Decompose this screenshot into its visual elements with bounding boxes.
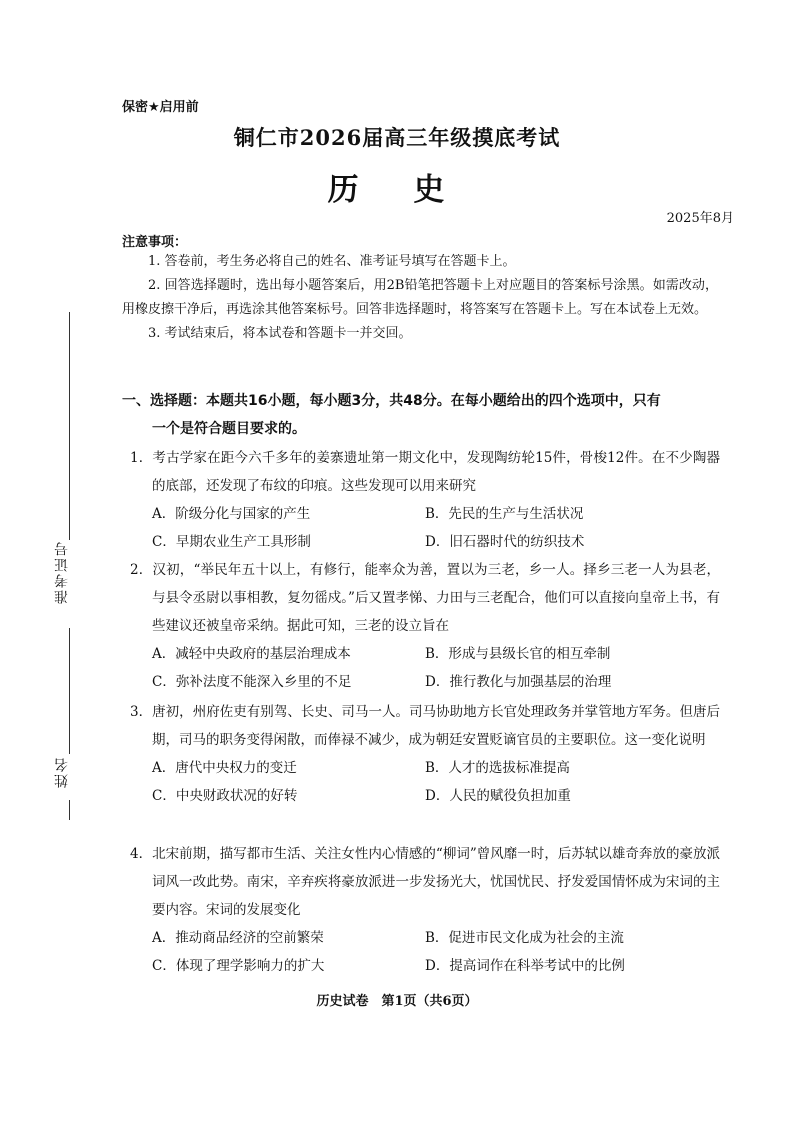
notice-heading: 注意事项：: [122, 235, 188, 250]
option-a: A．减轻中央政府的基层治理成本: [152, 646, 351, 662]
option-a: A．推动商品经济的空前繁荣: [152, 930, 324, 946]
question-2: [130, 556, 720, 696]
section-heading-line1: 一、选择题：本题共16小题，每小题3分，共48分。在每小题给出的四个选项中，只有: [122, 393, 661, 409]
option-a: A．阶级分化与国家的产生: [152, 506, 311, 522]
option-d: D．人民的赋役负担加重: [425, 788, 571, 804]
exam-title: 铜仁市2026届高三年级摸底考试: [233, 125, 561, 150]
option-c: C．中央财政状况的好转: [152, 788, 298, 804]
name-field-line: [69, 800, 70, 820]
option-b: B．促进市民文化成为社会的主流: [425, 930, 624, 946]
confidential-mark: 保密★启用前: [122, 100, 199, 115]
exam-id-label: 准考证号: [54, 540, 70, 604]
subject-title: 历 史: [327, 172, 467, 208]
section-heading-line2: 一个是符合题目要求的。: [152, 421, 306, 437]
question-stem: 4．北宋前期，描写都市生活、关注女性内心情感的“柳词”曾风靡一时，后苏轼以雄奇奔放的豪放派词风一改此势。南宋，辛弃疾将豪放派进一步发扬光大，忧国忧民、抒发爱国情怀成为宋词的主要内容。宋词的发展变化: [130, 846, 720, 918]
option-d: D．提高词作在科举考试中的比例: [425, 958, 625, 974]
notice-list: [122, 250, 718, 346]
question-stem: 2．汉初，“举民年五十以上，有修行，能率众为善，置以为三老，乡一人。择乡三老一人为县老，与县令丞尉以事相教，复勿徭戍。”后又置孝悌、力田与三老配合，他们可以直接向皇帝上书，有些建议还被皇帝采纳。据此可知，三老的设立旨在: [130, 562, 720, 634]
option-d: D．推行教化与加强基层的治理: [425, 674, 612, 690]
option-c: C．体现了理学影响力的扩大: [152, 958, 325, 974]
name-label: 姓名: [54, 756, 70, 788]
question-3: [130, 698, 720, 810]
exam-date: 2025年8月: [666, 211, 734, 226]
option-d: D．旧石器时代的纺织技术: [425, 534, 585, 550]
option-c: C．弥补法度不能深入乡里的不足: [152, 674, 352, 690]
option-b: B．先民的生产与生活状况: [425, 506, 584, 522]
option-b: B．人才的选拔标准提高: [425, 760, 570, 776]
notice-item: 1. 答卷前，考生务必将自己的姓名、准考证号填写在答题卡上。: [148, 254, 516, 269]
notice-item: 2. 回答选择题时，选出每小题答案后，用2B铅笔把答题卡上对应题目的答案标号涂黑。如需改动，用橡皮擦干净后，再选涂其他答案标号。回答非选择题时，将答案写在答题卡上。写在本试卷上无效。: [122, 278, 718, 317]
question-stem: 3．唐初，州府佐吏有别驾、长史、司马一人。司马协助地方长官处理政务并掌管地方军务。但唐后期，司马的职务变得闲散，而俸禄不减少，成为朝廷安置贬谪官员的主要职位。这一变化说明: [130, 704, 720, 748]
exam-id-field-line: [69, 628, 70, 754]
section-heading: [122, 387, 722, 443]
binding-line: [69, 312, 70, 540]
option-b: B．形成与县级长官的相互牵制: [425, 646, 611, 662]
option-c: C．早期农业生产工具形制: [152, 534, 311, 550]
notice-item: 3. 考试结束后，将本试卷和答题卡一并交回。: [148, 326, 412, 341]
question-4: [130, 840, 720, 980]
question-stem: 1．考古学家在距今六千多年的姜寨遗址第一期文化中，发现陶纺轮15件，骨梭12件。在不少陶器的底部，还发现了布纹的印痕。这些发现可以用来研究: [130, 450, 720, 494]
question-1: [130, 444, 720, 556]
option-a: A．唐代中央权力的变迁: [152, 760, 297, 776]
page-footer: 历史试卷 第1页（共6页）: [316, 994, 478, 1009]
